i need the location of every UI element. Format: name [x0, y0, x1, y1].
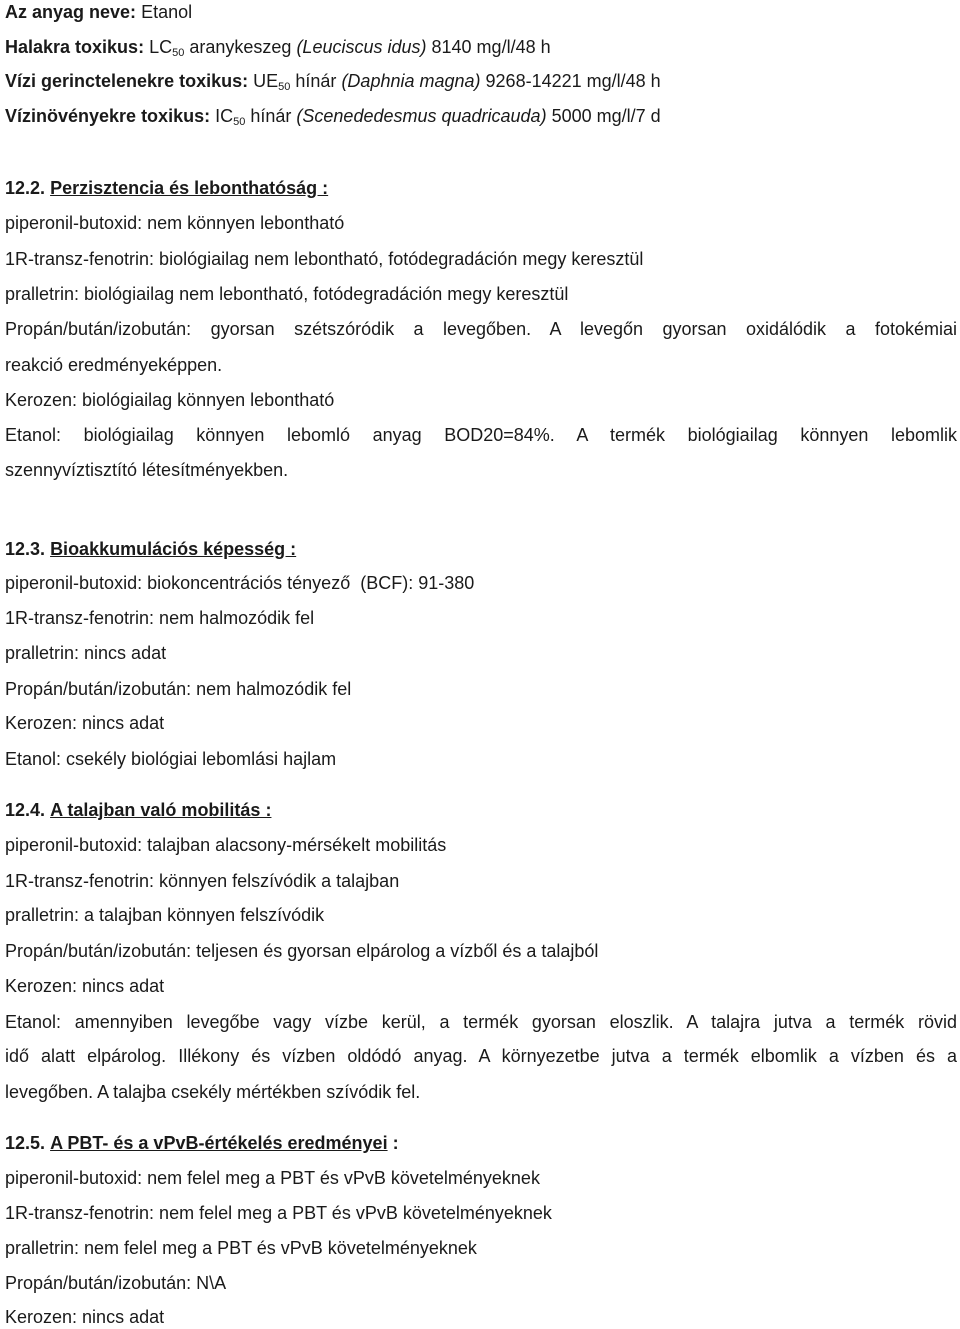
section-heading-12-4	[5, 798, 271, 822]
text-line: pralletrin: biológiailag nem lebontható, fotódegradáción megy keresztül	[5, 284, 569, 304]
text-line: idő alatt elpárolog. Illékony és vízben oldódó anyag. A környezetbe jutva a termék elbomlik a vízben és a	[5, 1046, 957, 1066]
section-number: 12.4.	[5, 800, 46, 820]
text-line: Propán/bután/izobután: N\A	[5, 1273, 227, 1293]
invertebrate-toxicity-line	[5, 69, 661, 93]
text-line: 1R-transz-fenotrin: nem halmozódik fel	[5, 608, 315, 628]
section-number: 12.3.	[5, 539, 46, 559]
text-line: 1R-transz-fenotrin: könnyen felszívódik a talajban	[5, 871, 400, 891]
text-line: Kerozen: nincs adat	[5, 713, 165, 733]
text-line: reakció eredményeképpen.	[5, 355, 223, 375]
plant-latin: (Scenededesmus quadricauda)	[296, 106, 547, 126]
text-line: pralletrin: nem felel meg a PBT és vPvB követelményeknek	[5, 1238, 477, 1258]
substance-name: Etanol	[141, 2, 193, 22]
text-line: Kerozen: biológiailag könnyen lebontható	[5, 390, 335, 410]
fish-value: 8140 mg/l/48 h	[431, 37, 551, 57]
text-line: Propán/bután/izobután: gyorsan szétszóródik a levegőben. A levegőn gyorsan oxidálódik a fotokémiai	[5, 319, 957, 339]
section-number: 12.5.	[5, 1133, 46, 1153]
text-line: pralletrin: a talajban könnyen felszívódik	[5, 905, 325, 925]
plant-label: Vízinövényekre toxikus:	[5, 106, 211, 126]
section-heading-12-5	[5, 1131, 399, 1155]
section-number: 12.2.	[5, 178, 46, 198]
fish-toxicity-line	[5, 35, 551, 59]
text-line: Propán/bután/izobután: nem halmozódik fel	[5, 679, 352, 699]
section-title: Bioakkumulációs képesség :	[50, 539, 297, 559]
text-line: levegőben. A talajba csekély mértékben szívódik fel.	[5, 1082, 421, 1102]
text-line: piperonil-butoxid: talajban alacsony-mérsékelt mobilitás	[5, 835, 447, 855]
section-heading-12-2	[5, 176, 328, 200]
text-line: szennyvíztisztító létesítményekben.	[5, 460, 289, 480]
section-title: Perzisztencia és lebonthatóság :	[50, 178, 329, 198]
fish-species: aranykeszeg	[189, 37, 292, 57]
text-line: 1R-transz-fenotrin: biológiailag nem lebontható, fotódegradáción megy keresztül	[5, 249, 644, 269]
invertebrate-value: 9268-14221 mg/l/48 h	[485, 71, 661, 91]
invertebrate-metric-sub: 50	[278, 81, 291, 93]
invertebrate-species: hínár	[295, 71, 337, 91]
plant-metric-sub: 50	[233, 116, 246, 128]
substance-name-line	[5, 0, 192, 24]
text-line: piperonil-butoxid: nem könnyen lebontható	[5, 213, 345, 233]
invertebrate-latin: (Daphnia magna)	[341, 71, 481, 91]
fish-latin: (Leuciscus idus)	[296, 37, 427, 57]
text-line: piperonil-butoxid: nem felel meg a PBT és vPvB követelményeknek	[5, 1168, 540, 1188]
text-line: piperonil-butoxid: biokoncentrációs tényező (BCF): 91-380	[5, 573, 475, 593]
section-title: A talajban való mobilitás :	[50, 800, 272, 820]
section-heading-12-3	[5, 537, 296, 561]
text-line: Kerozen: nincs adat	[5, 976, 165, 996]
plant-metric: IC	[215, 106, 234, 126]
fish-label: Halakra toxikus:	[5, 37, 145, 57]
text-line: Kerozen: nincs adat	[5, 1307, 165, 1327]
substance-label: Az anyag neve:	[5, 2, 137, 22]
invertebrate-metric: UE	[253, 71, 279, 91]
plant-value: 5000 mg/l/7 d	[551, 106, 661, 126]
text-line: Etanol: biológiailag könnyen lebomló anyag BOD20=84%. A termék biológiailag könnyen lebomlik	[5, 425, 957, 445]
plant-species: hínár	[250, 106, 292, 126]
invertebrate-label: Vízi gerinctelenekre toxikus:	[5, 71, 249, 91]
plant-toxicity-line	[5, 104, 661, 128]
text-line: Propán/bután/izobután: teljesen és gyorsan elpárolog a vízből és a talajból	[5, 941, 599, 961]
text-line: pralletrin: nincs adat	[5, 643, 167, 663]
fish-metric: LC	[149, 37, 173, 57]
fish-metric-sub: 50	[172, 47, 185, 59]
text-line: Etanol: amennyiben levegőbe vagy vízbe kerül, a termék gyorsan eloszlik. A talajra jutva a termék rövid	[5, 1012, 957, 1032]
text-line: Etanol: csekély biológiai lebomlási hajlam	[5, 749, 337, 769]
section-title: A PBT- és a vPvB-értékelés eredményei	[50, 1133, 388, 1153]
text-line: 1R-transz-fenotrin: nem felel meg a PBT és vPvB követelményeknek	[5, 1203, 552, 1223]
section-title-suffix: :	[387, 1133, 399, 1153]
